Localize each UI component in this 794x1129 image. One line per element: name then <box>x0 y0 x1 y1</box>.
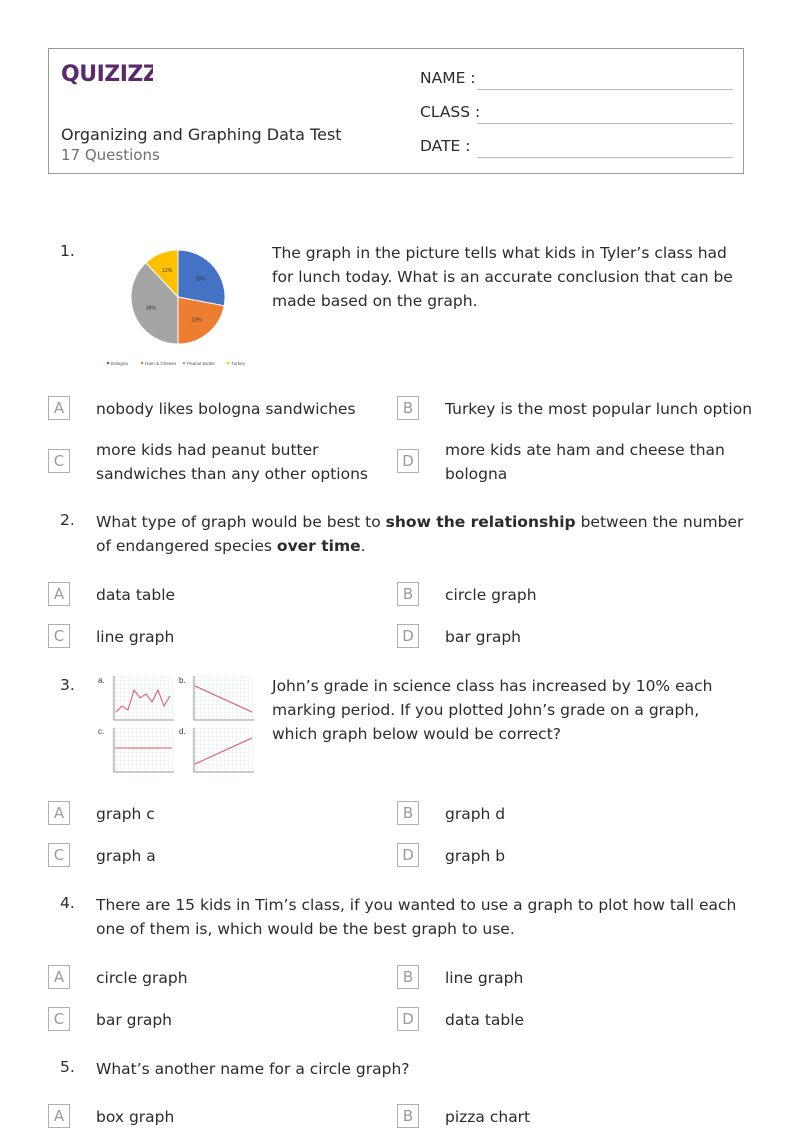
question-number: 1. <box>60 242 75 260</box>
option-letter[interactable]: C <box>48 843 70 867</box>
question-number: 3. <box>60 676 75 694</box>
option-text[interactable]: circle graph <box>445 586 537 604</box>
graph-label: b. <box>179 676 186 685</box>
test-title: Organizing and Graphing Data Test <box>61 125 342 144</box>
four-line-graphs-figure <box>96 672 258 778</box>
legend-label: Ham & Cheese <box>145 361 177 366</box>
option-letter[interactable]: B <box>397 801 419 825</box>
option-letter[interactable]: A <box>48 396 70 420</box>
legend-swatch <box>141 362 144 365</box>
class-line[interactable] <box>477 123 733 124</box>
option-letter[interactable]: A <box>48 582 70 606</box>
question-text: The graph in the picture tells what kids in Tyler’s class had for lunch today. What is an accurate conclusion that can be made based on the graph. <box>272 244 733 310</box>
worksheet-header <box>48 48 744 174</box>
option-letter[interactable]: B <box>397 396 419 420</box>
option-text[interactable]: graph a <box>96 847 156 865</box>
option-text[interactable]: graph c <box>96 805 155 823</box>
option-text[interactable]: bar graph <box>445 628 522 646</box>
option-letter[interactable]: A <box>48 801 70 825</box>
option-letter[interactable]: A <box>48 1104 70 1128</box>
option-letter[interactable]: C <box>48 1007 70 1031</box>
option-letter[interactable]: B <box>397 965 419 989</box>
question-number: 5. <box>60 1058 75 1076</box>
legend-label: Bologna <box>111 361 128 366</box>
logo-text: QUIZIZZ <box>61 62 153 87</box>
graph-d-grid <box>192 728 254 772</box>
graph-a-grid <box>112 676 174 720</box>
option-text[interactable]: nobody likes bologna sandwiches <box>96 400 356 418</box>
option-letter[interactable]: C <box>48 449 70 473</box>
name-line[interactable] <box>477 89 733 90</box>
option-text[interactable]: line graph <box>445 969 524 987</box>
option-text[interactable]: more kids had peanut butter sandwiches than any other options <box>96 441 368 483</box>
lunch-pie-chart <box>100 240 260 372</box>
name-label: NAME : <box>420 69 476 87</box>
option-text[interactable]: line graph <box>96 628 175 646</box>
legend-swatch <box>183 362 186 365</box>
option-text[interactable]: more kids ate ham and cheese than bologna <box>445 441 725 483</box>
question-number: 4. <box>60 894 75 912</box>
graph-c-grid <box>112 728 174 772</box>
option-letter[interactable]: D <box>397 843 419 867</box>
option-letter[interactable]: B <box>397 1104 419 1128</box>
legend-label: Peanut Butter <box>187 361 216 366</box>
graph-label: d. <box>179 727 186 736</box>
bold-phrase: over time <box>276 537 361 555</box>
option-letter[interactable]: B <box>397 582 419 606</box>
question-text: What type of graph would be best to show the relationship between the number of endangered species over time. <box>96 513 744 555</box>
question-count: 17 Questions <box>61 146 160 164</box>
option-text[interactable]: graph d <box>445 805 506 823</box>
question-text: There are 15 kids in Tim’s class, if you wanted to use a graph to plot how tall each one of them is, which would be the best graph to use. <box>96 896 737 938</box>
pie-slice-label: 22% <box>191 317 202 324</box>
option-text[interactable]: pizza chart <box>445 1108 531 1126</box>
option-text[interactable]: bar graph <box>96 1011 173 1029</box>
option-letter[interactable]: A <box>48 965 70 989</box>
option-letter[interactable]: D <box>397 624 419 648</box>
date-line[interactable] <box>477 157 733 158</box>
option-letter[interactable]: D <box>397 449 419 473</box>
option-text[interactable]: data table <box>445 1011 525 1029</box>
pie-slice-label: 38% <box>145 305 156 312</box>
graph-label: a. <box>98 676 105 685</box>
option-text[interactable]: box graph <box>96 1108 175 1126</box>
class-label: CLASS : <box>420 103 481 121</box>
graph-label: c. <box>98 727 105 736</box>
option-letter[interactable]: D <box>397 1007 419 1031</box>
bold-phrase: show the relationship <box>385 513 576 531</box>
legend-swatch <box>107 362 110 365</box>
option-text[interactable]: Turkey is the most popular lunch option <box>445 400 753 418</box>
option-letter[interactable]: C <box>48 624 70 648</box>
option-text[interactable]: circle graph <box>96 969 188 987</box>
legend-label: Turkey <box>231 361 245 366</box>
legend-swatch <box>227 362 230 365</box>
pie-slice-label: 28% <box>195 276 206 283</box>
question-number: 2. <box>60 511 75 529</box>
question-text: What’s another name for a circle graph? <box>96 1060 410 1078</box>
pie-slice-label: 12% <box>162 267 173 274</box>
graph-b-grid <box>192 676 254 720</box>
question-text: John’s grade in science class has increased by 10% each marking period. If you plotted John’s grade on a graph, which graph below would be correct? <box>272 677 713 743</box>
pie-chart-svg <box>100 240 260 372</box>
quizizz-logo <box>61 59 153 91</box>
option-text[interactable]: graph b <box>445 847 506 865</box>
date-label: DATE : <box>420 137 471 155</box>
option-text[interactable]: data table <box>96 586 176 604</box>
